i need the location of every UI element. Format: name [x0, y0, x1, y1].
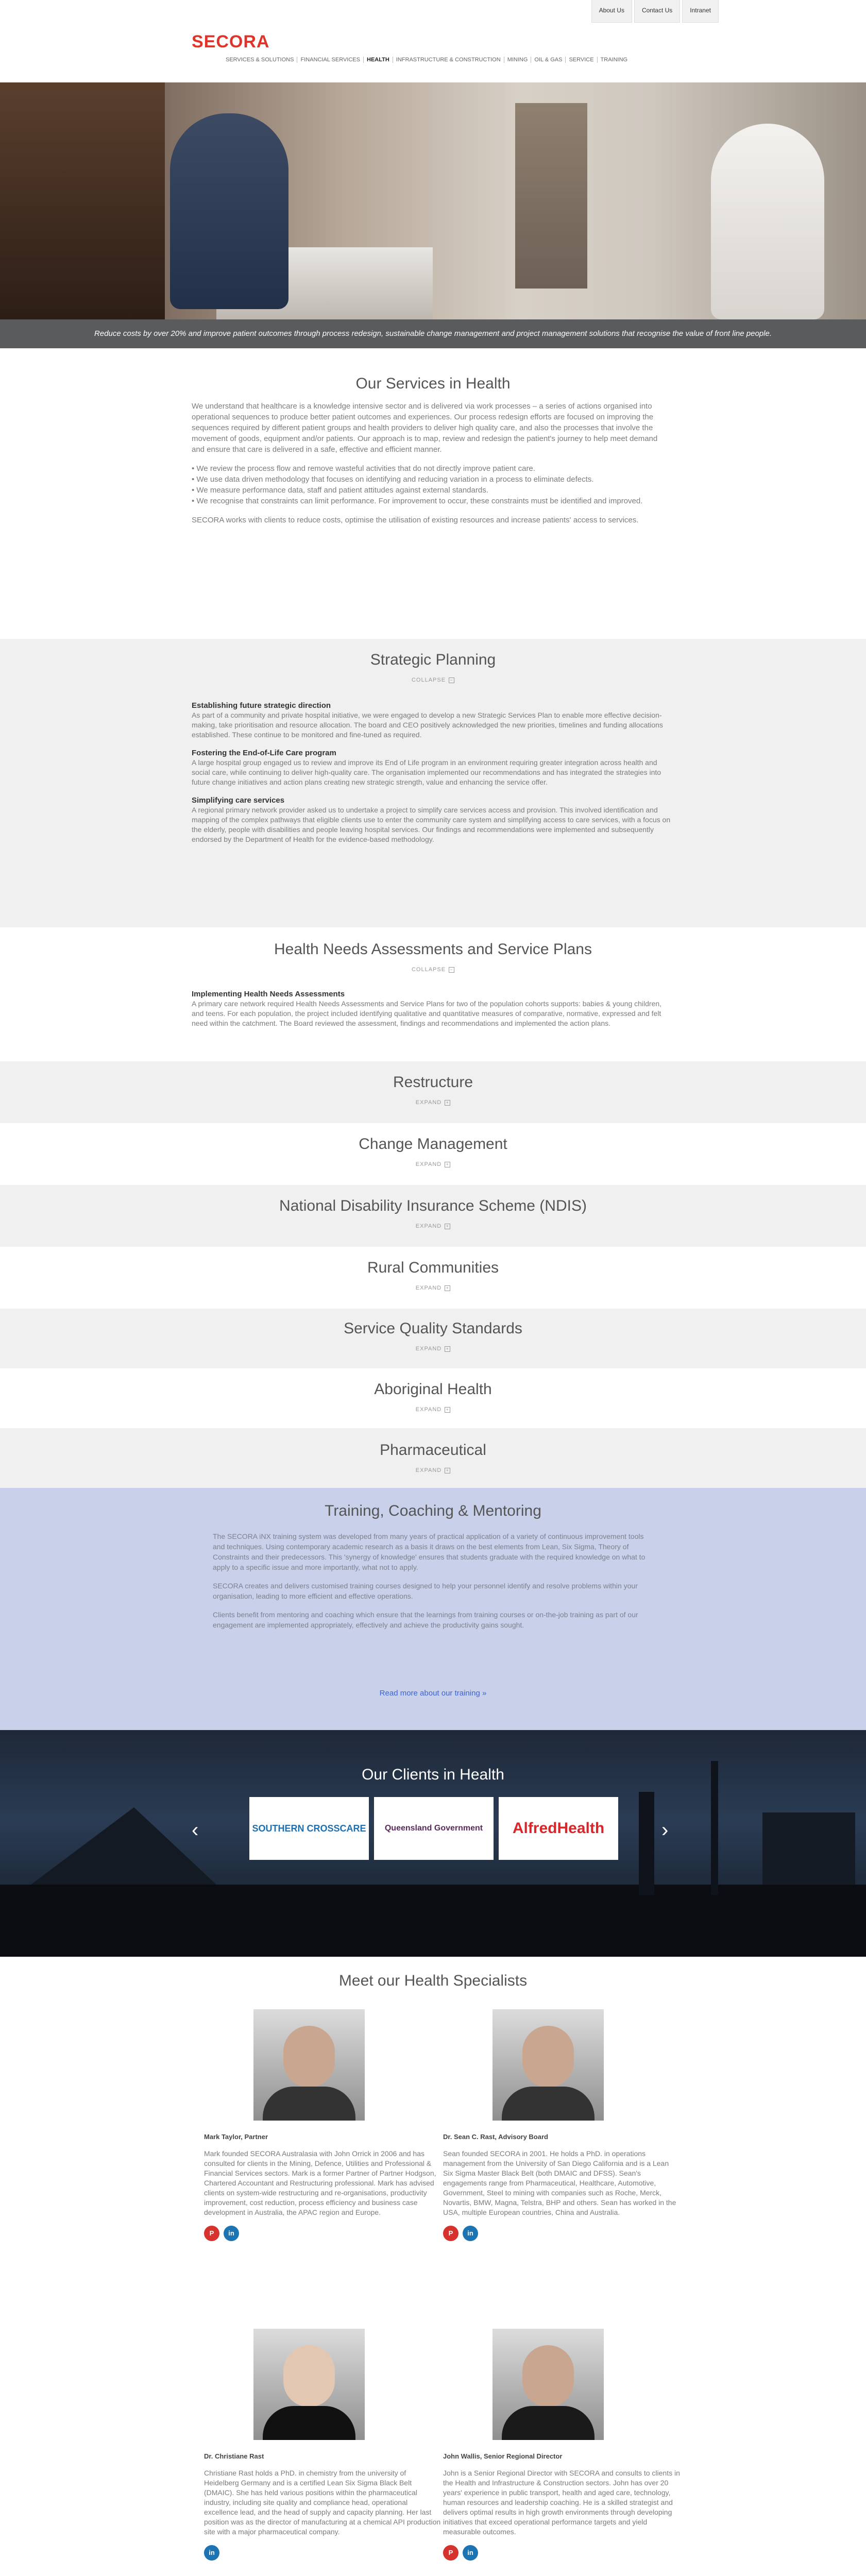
strategic-body: [192, 701, 671, 853]
contact-us-link[interactable]: Contact Us: [634, 0, 680, 23]
nav-infrastructure[interactable]: INFRASTRUCTURE & CONSTRUCTION: [393, 57, 504, 63]
specialist-socials: [443, 2545, 680, 2561]
training-section: [0, 1488, 866, 1730]
case-heading: Implementing Health Needs Assessments: [192, 990, 345, 998]
clients-title: Our Clients in Health: [362, 1766, 504, 1783]
specialist-bio: Mark founded SECORA Australasia with John Orrick in 2006 and has consulted for clients in the Mining, Defence, Utilities and Professional & Financial Services sectors. Mark is a former Partner of Partner Hodgson, Chartered Accountant and Restructuring professional. Mark has advised clients on system-wide restructuring and re-organisations, productivity improvement, cost reduction, process efficiency and business case development in Australia, the APAC region and Europe.: [204, 2149, 436, 2216]
nav-health[interactable]: HEALTH: [364, 57, 393, 63]
toggle-label: EXPAND: [415, 1346, 442, 1352]
restructure-title[interactable]: Restructure: [393, 1074, 473, 1091]
main-nav: [223, 57, 631, 63]
plus-icon: +: [445, 1285, 450, 1291]
case-text: As part of a community and private hospital initiative, we were engaged to develop a new Strategic Services Plan to enable more effective decision-making, take prioritisation and resource allocation. The board and CEO positively acknowledged the new priorities, timelines and funding allocations established. These continue to be monitored and fine-tuned as required.: [192, 711, 663, 739]
plus-icon: +: [445, 1346, 450, 1352]
nav-service[interactable]: SERVICE: [566, 57, 597, 63]
linkedin-icon[interactable]: in: [224, 2226, 239, 2241]
pharma-title[interactable]: Pharmaceutical: [380, 1442, 486, 1459]
specialist-name: Dr. Christiane Rast: [204, 2452, 264, 2460]
specialists-title: Meet our Health Specialists: [338, 1972, 528, 1989]
hna-toggle[interactable]: [0, 967, 866, 973]
change-section[interactable]: [0, 1123, 866, 1185]
intranet-link[interactable]: Intranet: [682, 0, 719, 23]
carousel-next-icon[interactable]: ›: [661, 1819, 669, 1841]
client-logo: [499, 1797, 618, 1860]
services-body: [192, 401, 671, 534]
toggle-label: EXPAND: [415, 1099, 442, 1106]
restructure-section[interactable]: [0, 1061, 866, 1123]
specialist-socials: [204, 2545, 441, 2561]
hna-title: Health Needs Assessments and Service Plans: [274, 941, 592, 958]
quality-section[interactable]: [0, 1309, 866, 1368]
hero-nurse: [170, 113, 288, 309]
plus-icon: +: [445, 1162, 450, 1167]
hero-caption: Reduce costs by over 20% and improve patient outcomes through process redesign, sustainable change management and project management solutions that recognise the value of front line people.: [0, 319, 866, 348]
training-paragraph: The SECORA iNX training system was developed from many years of practical application of a variety of continuous improvement tools and techniques. Using contemporary academic research as a basis it draws on the best elements from Lean, Six Sigma, Theory of Constraints and their predecessors. This 'synergy of knowledge' ensures that students graduate with the required knowledge on what to apply to a specific issue and more importantly, what not to apply.: [213, 1532, 646, 1571]
specialist-bio: Sean founded SECORA in 2001. He holds a PhD. in operations management from the University of San Diego California and is a Lean Six Sigma Master Black Belt (both DMAIC and DFSS). Sean's engagements range from Pharmaceutical, Healthcare, Automotive, Government, Steel to mining with companies such as Roche, Merck, Novartis, BMW, Magna, Telstra, BHP and others. Sean has worked in the USA, multiple European countries, China and Australia.: [443, 2149, 676, 2216]
case-heading: Simplifying care services: [192, 796, 285, 805]
hero-image: [0, 82, 866, 319]
nav-services[interactable]: SERVICES & SOLUTIONS: [223, 57, 297, 63]
specialist-photo: [493, 2009, 604, 2121]
specialist-bio: Christiane Rast holds a PhD. in chemistry from the university of Heidelberg Germany and is a certified Lean Six Sigma Black Belt (DMAIC). She has held various positions within the pharmaceutical industry, including site quality and compliance head, operational excellence lead, and the head of supply and capacity planning. Her last position was as the director of manufacturing at a chemical API production site with a major pharmaceutical company.: [204, 2469, 441, 2536]
change-toggle[interactable]: [0, 1161, 866, 1167]
clients-section: [0, 1730, 866, 1957]
specialist-photo: [493, 2329, 604, 2440]
linkedin-icon[interactable]: in: [463, 2226, 478, 2241]
hero-wall: [0, 82, 165, 319]
hero-door: [515, 103, 587, 289]
carousel-prev-icon[interactable]: ‹: [192, 1819, 199, 1841]
specialist-name: Dr. Sean C. Rast, Advisory Board: [443, 2133, 548, 2141]
client-logo: [374, 1797, 494, 1860]
plus-icon: +: [445, 1468, 450, 1473]
pinterest-icon[interactable]: P: [443, 2226, 459, 2241]
plus-icon: +: [445, 1407, 450, 1413]
specialist-card: [443, 2329, 680, 2561]
specialist-bio: John is a Senior Regional Director with SECORA and consults to clients in the Health and Infrastructure & Construction sectors. John has over 20 years' experience in public transport, health and aged care, technology, human resources and leadership coaching. He is a skilled strategist and delivers optimal results in high growth environments through developing initiatives that exceed operational performance targets and yield measurable outcomes.: [443, 2469, 680, 2536]
minus-icon: −: [449, 967, 454, 973]
secora-logo[interactable]: SECORA: [192, 32, 270, 52]
case-heading: Establishing future strategic direction: [192, 701, 331, 710]
services-bullet: • We recognise that constraints can limit performance. For improvement to occur, these constraints must be identified and improved.: [192, 496, 671, 506]
toggle-label: EXPAND: [415, 1223, 442, 1229]
aboriginal-section[interactable]: [0, 1368, 866, 1428]
linkedin-icon[interactable]: in: [204, 2545, 219, 2561]
training-read-more-link[interactable]: Read more about our training »: [379, 1689, 487, 1698]
toggle-label: EXPAND: [415, 1161, 442, 1167]
utility-nav: [591, 0, 866, 23]
specialist-card: [204, 2329, 441, 2561]
quality-toggle[interactable]: [0, 1346, 866, 1352]
specialist-card: [204, 2009, 441, 2241]
services-bullet: • We review the process flow and remove wasteful activities that do not directly improve patient care.: [192, 463, 671, 474]
about-us-link[interactable]: About Us: [591, 0, 632, 23]
services-closing: SECORA works with clients to reduce costs, optimise the utilisation of existing resources and increase patients' access to services.: [192, 516, 639, 524]
case-text: A regional primary network provider asked us to undertake a project to simplify care services access and provision. This involved identification and mapping of the complex pathways that eligible clients use to enter the community care system and simplifying access to care services, with a focus on the elderly, people with disabilities and people leaving hospital services. Our findings and recommendations were implemented and subsequently endorsed by the Department of Health for the evidence-based methodology.: [192, 806, 671, 843]
toggle-label: COLLAPSE: [411, 677, 446, 683]
specialist-socials: [443, 2226, 680, 2241]
strategic-toggle[interactable]: [0, 677, 866, 683]
toggle-label: COLLAPSE: [411, 967, 446, 973]
ndis-title[interactable]: National Disability Insurance Scheme (NDIS): [279, 1197, 587, 1214]
nav-training[interactable]: TRAINING: [600, 57, 628, 63]
case-text: A large hospital group engaged us to review and improve its End of Life program in an environment requiring greater integration across health and social care, while continuing to deliver high-quality care. The organisation implemented our recommendations and has integrated the strategies into future change initiatives and action plans creating new strategic strength, value and enhancing the service offer.: [192, 758, 661, 786]
restructure-toggle[interactable]: [0, 1099, 866, 1106]
training-paragraph: SECORA creates and delivers customised training courses designed to help your personnel identify and resolve problems within your organisation, leading to more efficient and effective operations.: [213, 1582, 638, 1600]
plus-icon: +: [445, 1100, 450, 1106]
services-bullet: • We use data driven methodology that focuses on identifying and reducing variation in a process to eliminate defects.: [192, 474, 671, 485]
change-title[interactable]: Change Management: [359, 1136, 507, 1153]
pinterest-icon[interactable]: P: [204, 2226, 219, 2241]
rural-toggle[interactable]: [0, 1285, 866, 1291]
quality-title[interactable]: Service Quality Standards: [344, 1320, 522, 1337]
services-intro: We understand that healthcare is a knowledge intensive sector and is delivered via work processes – a series of actions organised into operational sequences to produce better patient outcomes and experiences. Our process redesign efforts are focused on improving the sequences required by different patient groups and health providers to deliver high quality care, and also the processes that involve the movement of goods, equipment and/or patients. Our approach is to map, review and redesign the patient's journey to help meet demand and ensure that care is delivered in a safe, effective and efficient manner.: [192, 402, 658, 454]
specialist-socials: [204, 2226, 441, 2241]
specialist-name: Mark Taylor, Partner: [204, 2133, 268, 2141]
strategic-title: Strategic Planning: [370, 651, 496, 668]
nav-mining[interactable]: MINING: [504, 57, 532, 63]
plus-icon: +: [445, 1224, 450, 1229]
case-text: A primary care network required Health Needs Assessments and Service Plans for two of the population cohorts supports: babies & young children, and teens. For each population, the project included identifying qualitative and quantitative measures of comparative, normative, expressed and felt need within the catchment. The Board reviewed the assessment, findings and recommendations and implemented the action plans.: [192, 999, 662, 1027]
services-list: [192, 463, 671, 506]
southern-cross-logo: SOUTHERN CROSSCARE: [252, 1823, 366, 1834]
ndis-toggle[interactable]: [0, 1223, 866, 1229]
services-title: Our Services in Health: [355, 375, 511, 392]
specialist-card: [443, 2009, 680, 2241]
nav-financial[interactable]: FINANCIAL SERVICES: [297, 57, 364, 63]
hna-body: [192, 989, 671, 1037]
specialist-name: John Wallis, Senior Regional Director: [443, 2452, 563, 2460]
client-logo: [249, 1797, 369, 1860]
services-bullet: • We measure performance data, staff and patient attitudes against external standards.: [192, 485, 671, 496]
minus-icon: −: [449, 677, 454, 683]
case-heading: Fostering the End-of-Life Care program: [192, 749, 336, 757]
aboriginal-toggle[interactable]: [0, 1406, 866, 1413]
nav-oil-gas[interactable]: OIL & GAS: [531, 57, 566, 63]
toggle-label: EXPAND: [415, 1467, 442, 1473]
ndis-section[interactable]: [0, 1185, 866, 1247]
linkedin-icon[interactable]: in: [463, 2545, 478, 2561]
specialist-photo: [253, 2329, 365, 2440]
training-body: [213, 1531, 653, 1638]
pharma-toggle[interactable]: [0, 1467, 866, 1473]
specialist-photo: [253, 2009, 365, 2121]
training-title: Training, Coaching & Mentoring: [325, 1502, 541, 1519]
pinterest-icon[interactable]: P: [443, 2545, 459, 2561]
toggle-label: EXPAND: [415, 1406, 442, 1413]
rural-section[interactable]: [0, 1247, 866, 1309]
toggle-label: EXPAND: [415, 1285, 442, 1291]
rural-title[interactable]: Rural Communities: [367, 1259, 499, 1276]
queensland-logo: Queensland Government: [384, 1824, 483, 1833]
alfred-health-logo: AlfredHealth: [512, 1820, 605, 1837]
aboriginal-title[interactable]: Aboriginal Health: [374, 1381, 492, 1398]
hero-doctor: [711, 124, 824, 319]
training-paragraph: Clients benefit from mentoring and coaching which ensure that the learnings from training courses or on-the-job training as part of our engagement are implemented appropriately, effectively and achieve the productivity gains sought.: [213, 1611, 638, 1629]
